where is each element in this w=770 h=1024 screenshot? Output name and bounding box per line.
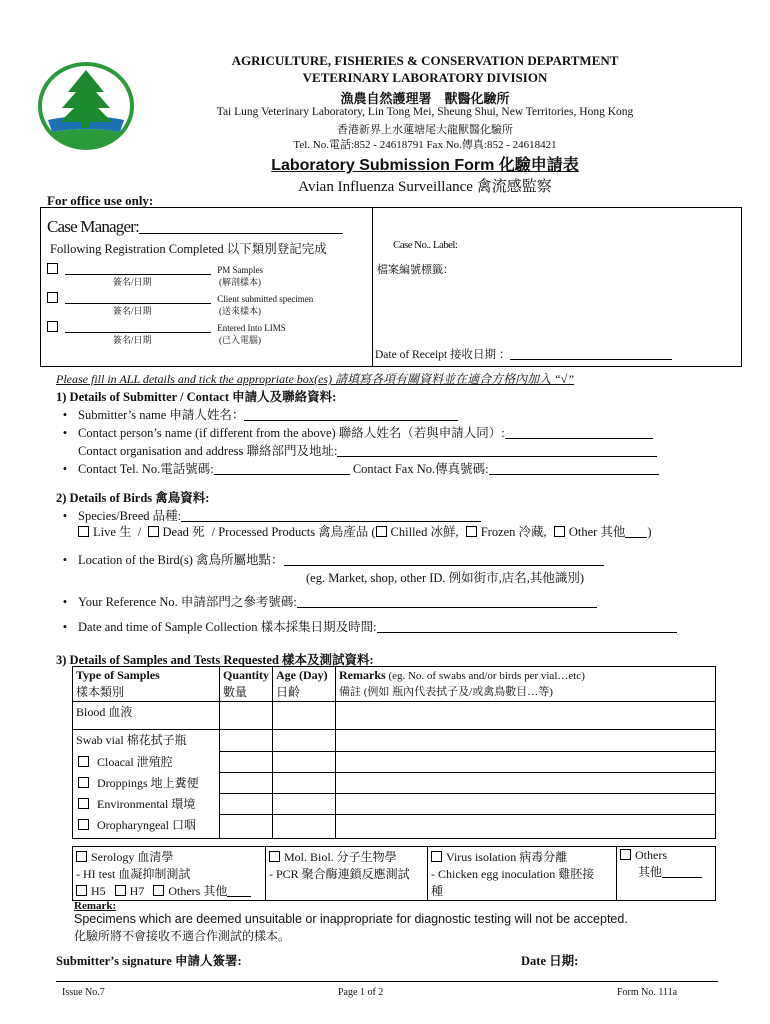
col-remarks-note: (eg. No. of swabs and/or birds per vial…etc) xyxy=(388,670,585,682)
droppings-checkbox[interactable] xyxy=(78,777,89,788)
address: Tai Lung Veterinary Laboratory, Lin Tong Mei, Sheung Shui, New Territories, Hong Kong xyxy=(216,106,634,118)
virus-isolation-checkbox[interactable] xyxy=(431,851,442,862)
form-number: Form No. 111a xyxy=(617,987,678,998)
case-manager: Case Manager: xyxy=(47,217,343,237)
section2-title: 2) Details of Birds 禽鳥資料: xyxy=(56,491,210,505)
office-item-pm[interactable]: PM Samples xyxy=(47,262,263,277)
section1-title: 1) Details of Submitter / Contact 申請人及聯絡資料: xyxy=(56,390,337,404)
remark-en: Specimens which are deemed unsuitable or inappropriate for diagnostic testing will not be accepted. xyxy=(74,912,628,926)
cloacal-label: Cloacal 泄殖腔 xyxy=(97,754,173,769)
bird-state: Live 生 / Dead 死 / Processed Products 禽鳥產品 ( Chilled 冰鮮, Frozen 冷藏, Other 其他 ) xyxy=(78,522,652,540)
col-age-cn: 日齡 xyxy=(276,685,301,699)
remark-cn: 化驗所將不會接收不適合作測試的樣本。 xyxy=(74,929,291,943)
division-name: VETERINARY LABORATORY DIVISION xyxy=(302,70,548,85)
office-item-client[interactable]: Client submitted specimen xyxy=(47,291,313,306)
contact-org[interactable]: Contact organisation and address 聯絡部門及地址: xyxy=(78,441,657,459)
blood-remarks[interactable] xyxy=(336,702,716,730)
office-box xyxy=(40,207,742,367)
oropharyngeal-qty[interactable] xyxy=(220,815,273,839)
submitter-name[interactable]: • Submitter’s name 申請人姓名： xyxy=(52,405,458,423)
samples-table xyxy=(72,666,716,839)
form-title: Laboratory Submission Form 化驗申請表 xyxy=(271,157,579,174)
environmental-label: Environmental 環境 xyxy=(97,796,196,811)
droppings-label: Droppings 地上糞便 xyxy=(97,775,199,790)
contact-name[interactable]: • Contact person’s name (if different from the above) 聯絡人姓名（若與申請人同）: xyxy=(52,423,653,441)
col-remarks-cn: 備註 (例如 瓶內代表拭子及/或禽鳥數目…等) xyxy=(339,686,553,698)
virus-isolation-label: Virus isolation 病毒分離 xyxy=(446,850,568,864)
office-item-lims[interactable]: Entered Into LIMS xyxy=(47,320,286,335)
others-cn-label: 其他 xyxy=(638,865,663,879)
office-use-label: For office use only: xyxy=(47,193,154,208)
environmental-checkbox[interactable] xyxy=(78,798,89,809)
col-qty-cn: 數量 xyxy=(223,685,248,699)
blood-row: Blood 血液 xyxy=(73,702,220,730)
cloacal-remarks[interactable] xyxy=(336,752,716,773)
serology-label: Serology 血清學 xyxy=(91,850,174,864)
footer-rule xyxy=(56,981,718,982)
sign-date-label: 簽名/日期 xyxy=(113,335,152,345)
droppings-age[interactable] xyxy=(273,773,336,794)
col-qty: Quantity xyxy=(223,668,270,682)
col-type: Type of Samples xyxy=(76,668,160,682)
case-no-label: Case No.. Label: xyxy=(393,239,458,251)
serology-checkbox[interactable] xyxy=(76,851,87,862)
sign-date-label: 簽名/日期 xyxy=(113,306,152,316)
cloacal-checkbox[interactable] xyxy=(78,756,89,767)
client-checkbox[interactable] xyxy=(47,292,58,303)
afcd-logo xyxy=(38,62,134,150)
droppings-remarks[interactable] xyxy=(336,773,716,794)
dept-name: AGRICULTURE, FISHERIES & CONSERVATION DEPARTMENT xyxy=(231,53,619,68)
submitter-signature[interactable]: Submitter’s signature 申請人簽署: xyxy=(56,954,242,968)
h5-checkbox[interactable] xyxy=(76,885,87,896)
client-cn: (送來樣本) xyxy=(219,306,261,316)
others-label: Others xyxy=(635,848,667,862)
contact-tel-fax[interactable]: • Contact Tel. No.電話號碼: Contact Fax No.傳真號碼: xyxy=(52,459,659,477)
others-checkbox[interactable] xyxy=(620,849,631,860)
blood-age[interactable] xyxy=(273,702,336,730)
registration-label: Following Registration Completed 以下類別登記完成 xyxy=(50,242,327,256)
environmental-qty[interactable] xyxy=(220,794,273,815)
issue-no: Issue No.7 xyxy=(62,987,105,998)
col-remarks: Remarks xyxy=(339,668,386,682)
egg-inoculation-label: - Chicken egg inoculation 雞胚接 xyxy=(431,867,595,881)
col-age: Age (Day) xyxy=(276,668,328,682)
live-checkbox[interactable] xyxy=(78,526,89,537)
environmental-remarks[interactable] xyxy=(336,794,716,815)
serology-others-label: Others 其他 xyxy=(168,884,228,898)
frozen-checkbox[interactable] xyxy=(466,526,477,537)
address-cn: 香港新界上水蓮塘尾大龍獸醫化驗所 xyxy=(337,124,513,136)
serology-others-checkbox[interactable] xyxy=(153,885,164,896)
collection-date[interactable]: • Date and time of Sample Collection 樣本採集日期及時間: xyxy=(52,617,677,635)
instruction: Please fill in ALL details and tick the appropriate box(es) 請填寫各項有關資料並在適合方格內加入 “√” xyxy=(56,372,575,386)
tests-table xyxy=(72,846,716,901)
egg-inoculation-label-2: 種 xyxy=(431,884,444,898)
h7-checkbox[interactable] xyxy=(115,885,126,896)
hi-test-label: - HI test 血凝抑制測試 xyxy=(76,867,191,881)
oropharyngeal-label: Oropharyngeal 口咽 xyxy=(97,817,196,832)
tel-fax: Tel. No.電話:852 - 24618791 Fax No.傳真:852 - 24618421 xyxy=(293,139,557,151)
date-of-receipt[interactable]: Date of Receipt 接收日期 ： xyxy=(375,346,672,362)
h7-label: H7 xyxy=(129,884,145,898)
dept-name-cn: 漁農自然護理署 獸醫化驗所 xyxy=(340,91,510,106)
pm-cn: (解剖樣本) xyxy=(219,277,261,287)
other-checkbox[interactable] xyxy=(554,526,565,537)
pm-checkbox[interactable] xyxy=(47,263,58,274)
blood-qty[interactable] xyxy=(220,702,273,730)
chilled-checkbox[interactable] xyxy=(376,526,387,537)
pcr-label: - PCR 聚合酶連鎖反應測試 xyxy=(269,867,410,881)
oropharyngeal-remarks[interactable] xyxy=(336,815,716,839)
oropharyngeal-checkbox[interactable] xyxy=(78,819,89,830)
lims-checkbox[interactable] xyxy=(47,321,58,332)
reference-no[interactable]: • Your Reference No. 申請部門之參考號碼: xyxy=(52,592,597,610)
section3-title: 3) Details of Samples and Tests Requested 樣本及測試資料: xyxy=(56,653,374,667)
molbiol-checkbox[interactable] xyxy=(269,851,280,862)
lims-cn: (已入電腦) xyxy=(219,335,261,345)
dead-checkbox[interactable] xyxy=(148,526,159,537)
signature-date[interactable]: Date 日期: xyxy=(521,954,579,968)
cloacal-qty[interactable] xyxy=(220,752,273,773)
swab-label: Swab vial 棉花拭子瓶 xyxy=(76,733,187,747)
form-subtitle: Avian Influenza Surveillance 禽流感監察 xyxy=(298,179,552,195)
h5-label: H5 xyxy=(91,884,106,898)
case-no-label-cn: 檔案編號標籤： xyxy=(377,264,454,276)
col-type-cn: 樣本類別 xyxy=(76,685,125,699)
sign-date-label: 簽名/日期 xyxy=(113,277,152,287)
environmental-age[interactable] xyxy=(273,794,336,815)
oropharyngeal-age[interactable] xyxy=(273,815,336,839)
page-number: Page 1 of 2 xyxy=(338,987,384,998)
remark-label: Remark: xyxy=(74,900,117,912)
droppings-qty[interactable] xyxy=(220,773,273,794)
cloacal-age[interactable] xyxy=(273,752,336,773)
molbiol-label: Mol. Biol. 分子生物學 xyxy=(284,850,397,864)
species-breed[interactable]: • Species/Breed 品種: xyxy=(52,506,481,524)
location-example: (eg. Market, shop, other ID. 例如街市,店名,其他識別) xyxy=(306,571,585,585)
bird-location[interactable]: • Location of the Bird(s) 禽鳥所屬地點： xyxy=(52,550,604,568)
